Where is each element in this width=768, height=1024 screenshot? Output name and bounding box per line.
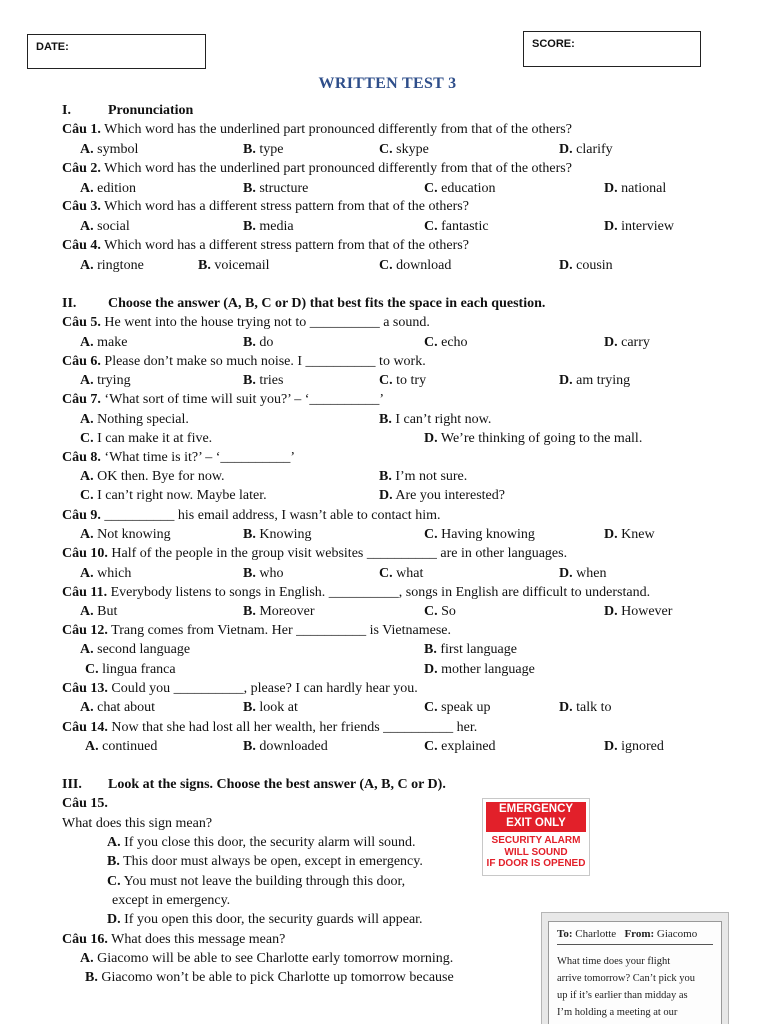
option-text: cousin bbox=[576, 258, 613, 273]
option-letter: B. bbox=[243, 566, 256, 581]
option-a[interactable] bbox=[80, 951, 453, 967]
question-6 bbox=[62, 354, 426, 370]
question-label: Câu 5. bbox=[62, 315, 101, 330]
option-b[interactable] bbox=[243, 700, 298, 716]
option-a[interactable] bbox=[80, 604, 117, 620]
option-text: But bbox=[97, 604, 118, 619]
option-letter: C. bbox=[379, 373, 393, 388]
option-letter: C. bbox=[424, 739, 438, 754]
option-a[interactable] bbox=[80, 181, 136, 197]
option-c[interactable] bbox=[424, 739, 496, 755]
option-letter: C. bbox=[85, 662, 99, 677]
option-letter: A. bbox=[80, 181, 94, 196]
option-b[interactable] bbox=[243, 142, 283, 158]
message-line: I’m holding a meeting at our bbox=[557, 1007, 678, 1018]
question-text: He went into the house trying not to __________ a sound. bbox=[100, 315, 430, 330]
option-c-continued: except in emergency. bbox=[112, 893, 231, 908]
message-line: up if it’s earlier than midday as bbox=[557, 990, 688, 1001]
question-3 bbox=[62, 199, 469, 215]
to-label: To: bbox=[557, 928, 573, 940]
option-a[interactable] bbox=[80, 142, 138, 158]
question-10 bbox=[62, 546, 567, 562]
option-b[interactable] bbox=[379, 469, 467, 485]
question-16 bbox=[62, 932, 285, 948]
option-c[interactable] bbox=[379, 566, 423, 582]
message-body bbox=[557, 953, 713, 1021]
option-letter: B. bbox=[243, 142, 256, 157]
question-text: ‘What sort of time will suit you?’ – ‘__________’ bbox=[100, 392, 385, 407]
option-d[interactable] bbox=[559, 566, 606, 582]
option-letter: A. bbox=[80, 258, 94, 273]
section-1-title: Pronunciation bbox=[108, 103, 194, 118]
option-b[interactable] bbox=[243, 739, 328, 755]
option-text: what bbox=[396, 566, 424, 581]
option-text: Knew bbox=[621, 527, 655, 542]
option-text: I can’t right now. Maybe later. bbox=[97, 488, 267, 503]
option-text: ignored bbox=[621, 739, 664, 754]
question-15-text: What does this sign mean? bbox=[62, 816, 213, 831]
emergency-exit-sign bbox=[482, 798, 590, 876]
option-letter: B. bbox=[85, 970, 98, 985]
option-text: However bbox=[621, 604, 673, 619]
option-c[interactable] bbox=[424, 335, 468, 351]
option-letter: C. bbox=[424, 219, 438, 234]
option-letter: B. bbox=[243, 335, 256, 350]
option-b[interactable] bbox=[243, 373, 283, 389]
option-c[interactable] bbox=[379, 258, 451, 274]
option-text: look at bbox=[259, 700, 298, 715]
option-text: first language bbox=[440, 642, 517, 657]
option-letter: C. bbox=[424, 335, 438, 350]
question-text: __________ his email address, I wasn’t able to contact him. bbox=[100, 508, 441, 523]
option-letter: B. bbox=[379, 412, 392, 427]
option-text: Giacomo will be able to see Charlotte early tomorrow morning. bbox=[97, 951, 454, 966]
option-text: when bbox=[576, 566, 607, 581]
sign-line: EXIT ONLY bbox=[506, 817, 566, 829]
option-c[interactable] bbox=[379, 373, 426, 389]
question-12 bbox=[62, 623, 451, 639]
page-title: WRITTEN TEST 3 bbox=[318, 75, 457, 92]
option-text: I can’t right now. bbox=[395, 412, 492, 427]
option-letter: B. bbox=[198, 258, 211, 273]
question-15-label bbox=[62, 796, 108, 812]
option-text: download bbox=[396, 258, 452, 273]
option-text: voicemail bbox=[214, 258, 270, 273]
option-letter: A. bbox=[80, 412, 94, 427]
option-c[interactable] bbox=[85, 662, 176, 678]
option-d[interactable] bbox=[604, 739, 664, 755]
option-letter: C. bbox=[424, 700, 438, 715]
option-letter: B. bbox=[243, 604, 256, 619]
option-text: If you close this door, the security alarm will sound. bbox=[124, 835, 416, 850]
option-text: tries bbox=[259, 373, 284, 388]
option-letter: A. bbox=[80, 142, 94, 157]
question-label: Câu 3. bbox=[62, 199, 101, 214]
option-text: trying bbox=[97, 373, 131, 388]
option-letter: D. bbox=[604, 219, 618, 234]
option-text: Moreover bbox=[259, 604, 315, 619]
question-label: Câu 6. bbox=[62, 354, 101, 369]
option-letter: C. bbox=[107, 874, 121, 889]
option-b[interactable] bbox=[424, 642, 517, 658]
option-c[interactable] bbox=[424, 181, 496, 197]
option-a[interactable] bbox=[80, 373, 131, 389]
option-letter: C. bbox=[424, 527, 438, 542]
option-text: Knowing bbox=[259, 527, 312, 542]
question-2 bbox=[62, 161, 572, 177]
option-c[interactable] bbox=[107, 874, 405, 890]
question-1 bbox=[62, 122, 572, 138]
option-letter: A. bbox=[80, 335, 94, 350]
option-text: social bbox=[97, 219, 130, 234]
option-text: edition bbox=[97, 181, 137, 196]
option-letter: D. bbox=[559, 373, 573, 388]
question-text: Which word has the underlined part pronounced differently from that of the others? bbox=[100, 122, 572, 137]
option-b[interactable] bbox=[243, 604, 315, 620]
option-letter: C. bbox=[424, 604, 438, 619]
question-4 bbox=[62, 238, 469, 254]
option-b[interactable] bbox=[107, 854, 423, 870]
question-5 bbox=[62, 315, 430, 331]
option-text: to try bbox=[396, 373, 427, 388]
option-a[interactable] bbox=[80, 469, 225, 485]
option-text: structure bbox=[259, 181, 309, 196]
option-letter: A. bbox=[80, 566, 94, 581]
option-a[interactable] bbox=[80, 335, 127, 351]
option-letter: D. bbox=[559, 258, 573, 273]
option-c[interactable] bbox=[379, 142, 429, 158]
option-a[interactable] bbox=[80, 412, 189, 428]
section-2-number: II. bbox=[62, 296, 77, 311]
section-2-heading bbox=[62, 296, 545, 312]
question-label: Câu 2. bbox=[62, 161, 101, 176]
option-c[interactable] bbox=[424, 527, 535, 543]
sign-line: SECURITY ALARM bbox=[491, 835, 581, 846]
option-letter: B. bbox=[243, 219, 256, 234]
question-text: Which word has the underlined part pronounced differently from that of the others? bbox=[100, 161, 572, 176]
question-label: Câu 8. bbox=[62, 450, 101, 465]
option-text: talk to bbox=[576, 700, 612, 715]
option-text: We’re thinking of going to the mall. bbox=[440, 431, 643, 446]
message-line: What time does your flight bbox=[557, 956, 671, 967]
option-letter: A. bbox=[80, 527, 94, 542]
question-text: Everybody listens to songs in English. __________, songs in English are difficult to understand. bbox=[107, 585, 651, 600]
option-letter: D. bbox=[604, 335, 618, 350]
option-a[interactable] bbox=[80, 642, 190, 658]
option-b[interactable] bbox=[243, 527, 311, 543]
option-c[interactable] bbox=[80, 488, 267, 504]
score-box bbox=[523, 31, 701, 67]
question-9 bbox=[62, 508, 440, 524]
question-14 bbox=[62, 720, 477, 736]
sign-header bbox=[486, 802, 586, 832]
section-3-number: III. bbox=[62, 777, 82, 792]
option-letter: D. bbox=[604, 604, 618, 619]
option-text: explained bbox=[441, 739, 496, 754]
question-text: Half of the people in the group visit websites __________ are in other languages. bbox=[107, 546, 568, 561]
option-letter: A. bbox=[80, 700, 94, 715]
option-text: OK then. Bye for now. bbox=[97, 469, 225, 484]
option-text: Not knowing bbox=[97, 527, 171, 542]
option-letter: A. bbox=[80, 604, 94, 619]
score-label: SCORE: bbox=[532, 38, 575, 50]
option-text: who bbox=[259, 566, 284, 581]
question-text: Trang comes from Vietnam. Her __________ is Vietnamese. bbox=[107, 623, 451, 638]
option-text: Are you interested? bbox=[395, 488, 505, 503]
option-letter: B. bbox=[243, 181, 256, 196]
option-text: do bbox=[259, 335, 274, 350]
section-3-title: Look at the signs. Choose the best answer (A, B, C or D). bbox=[108, 777, 446, 792]
question-text: Which word has a different stress pattern from that of the others? bbox=[100, 199, 469, 214]
option-text: So bbox=[441, 604, 456, 619]
question-label: Câu 9. bbox=[62, 508, 101, 523]
option-letter: A. bbox=[80, 951, 94, 966]
option-c[interactable] bbox=[80, 431, 212, 447]
option-text: downloaded bbox=[259, 739, 328, 754]
question-text: Please don’t make so much noise. I __________ to work. bbox=[100, 354, 426, 369]
question-label: Câu 11. bbox=[62, 585, 108, 600]
sign-line: WILL SOUND bbox=[504, 846, 568, 858]
option-a[interactable] bbox=[80, 700, 155, 716]
option-b[interactable] bbox=[243, 566, 283, 582]
option-d[interactable] bbox=[424, 662, 535, 678]
option-text: echo bbox=[441, 335, 468, 350]
option-text: If you open this door, the security guards will appear. bbox=[124, 912, 423, 927]
option-letter: D. bbox=[559, 566, 573, 581]
question-label: Câu 7. bbox=[62, 392, 101, 407]
section-1-number: I. bbox=[62, 103, 71, 118]
option-letter: D. bbox=[107, 912, 121, 927]
to-value: Charlotte bbox=[575, 928, 617, 940]
question-label: Câu 13. bbox=[62, 681, 108, 696]
option-text: clarify bbox=[576, 142, 613, 157]
option-letter: C. bbox=[80, 431, 94, 446]
option-a[interactable] bbox=[80, 219, 130, 235]
section-3-heading bbox=[62, 777, 446, 793]
option-letter: A. bbox=[85, 739, 99, 754]
question-label: Câu 4. bbox=[62, 238, 101, 253]
option-c[interactable] bbox=[424, 700, 491, 716]
message-header bbox=[557, 928, 713, 945]
option-text: You must not leave the building through this door, bbox=[123, 874, 406, 889]
date-box bbox=[27, 34, 206, 69]
option-c[interactable] bbox=[424, 604, 456, 620]
option-a[interactable] bbox=[107, 835, 416, 851]
option-text: carry bbox=[621, 335, 650, 350]
question-7 bbox=[62, 392, 384, 408]
message-line: arrive tomorrow? Can’t pick you bbox=[557, 973, 696, 984]
option-letter: B. bbox=[243, 700, 256, 715]
option-letter: A. bbox=[80, 642, 94, 657]
message-note bbox=[541, 912, 729, 1024]
option-b[interactable] bbox=[85, 970, 454, 986]
option-a[interactable] bbox=[80, 258, 144, 274]
option-text: symbol bbox=[97, 142, 139, 157]
option-text: which bbox=[97, 566, 132, 581]
option-letter: C. bbox=[424, 181, 438, 196]
option-letter: D. bbox=[424, 662, 438, 677]
option-d[interactable] bbox=[604, 219, 674, 235]
option-text: media bbox=[259, 219, 294, 234]
sign-line: EMERGENCY bbox=[498, 803, 574, 815]
option-letter: C. bbox=[379, 566, 393, 581]
option-d[interactable] bbox=[559, 700, 612, 716]
sign-warning bbox=[486, 835, 586, 870]
option-letter: A. bbox=[80, 219, 94, 234]
option-text: lingua franca bbox=[102, 662, 176, 677]
option-letter: B. bbox=[379, 469, 392, 484]
question-label: Câu 15. bbox=[62, 796, 108, 811]
section-2-title: Choose the answer (A, B, C or D) that best fits the space in each question. bbox=[108, 296, 546, 311]
option-text: Giacomo won’t be able to pick Charlotte up tomorrow because bbox=[101, 970, 454, 985]
option-c[interactable] bbox=[424, 219, 489, 235]
option-d[interactable] bbox=[559, 258, 613, 274]
option-b[interactable] bbox=[243, 335, 273, 351]
question-label: Câu 16. bbox=[62, 932, 108, 947]
option-letter: C. bbox=[379, 258, 393, 273]
option-d[interactable] bbox=[604, 604, 672, 620]
option-letter: D. bbox=[559, 142, 573, 157]
option-letter: B. bbox=[243, 527, 256, 542]
option-text: continued bbox=[102, 739, 158, 754]
option-letter: B. bbox=[243, 373, 256, 388]
option-letter: D. bbox=[559, 700, 573, 715]
option-d[interactable] bbox=[424, 431, 642, 447]
question-text: What does this message mean? bbox=[107, 932, 286, 947]
sign-line: IF DOOR IS OPENED bbox=[486, 858, 586, 869]
option-d[interactable] bbox=[379, 488, 505, 504]
option-text: speak up bbox=[441, 700, 491, 715]
option-letter: D. bbox=[604, 739, 618, 754]
option-d[interactable] bbox=[604, 527, 655, 543]
option-letter: D. bbox=[379, 488, 393, 503]
option-letter: C. bbox=[379, 142, 393, 157]
question-text: ‘What time is it?’ – ‘__________’ bbox=[100, 450, 296, 465]
option-text: Having knowing bbox=[441, 527, 535, 542]
option-a[interactable] bbox=[80, 566, 131, 582]
option-b[interactable] bbox=[243, 181, 308, 197]
option-letter: B. bbox=[107, 854, 120, 869]
option-text: second language bbox=[97, 642, 191, 657]
option-d[interactable] bbox=[559, 373, 630, 389]
question-text: Which word has a different stress pattern from that of the others? bbox=[100, 238, 469, 253]
option-a[interactable] bbox=[85, 739, 157, 755]
option-letter: B. bbox=[243, 739, 256, 754]
section-1-heading bbox=[62, 103, 193, 119]
question-13 bbox=[62, 681, 418, 697]
date-label: DATE: bbox=[36, 41, 69, 53]
question-8 bbox=[62, 450, 295, 466]
question-label: Câu 12. bbox=[62, 623, 108, 638]
question-text: Now that she had lost all her wealth, her friends __________ her. bbox=[107, 720, 478, 735]
option-d[interactable] bbox=[107, 912, 423, 928]
question-text: Could you __________, please? I can hardly hear you. bbox=[107, 681, 418, 696]
option-text: national bbox=[621, 181, 667, 196]
option-text: I’m not sure. bbox=[395, 469, 468, 484]
option-d[interactable] bbox=[604, 181, 666, 197]
question-11 bbox=[62, 585, 650, 601]
option-text: type bbox=[259, 142, 284, 157]
option-letter: A. bbox=[107, 835, 121, 850]
option-b[interactable] bbox=[243, 219, 294, 235]
option-text: am trying bbox=[576, 373, 631, 388]
option-text: education bbox=[441, 181, 496, 196]
option-text: ringtone bbox=[97, 258, 144, 273]
option-b[interactable] bbox=[379, 412, 491, 428]
option-letter: D. bbox=[424, 431, 438, 446]
option-letter: B. bbox=[424, 642, 437, 657]
option-text: fantastic bbox=[441, 219, 489, 234]
option-text: Nothing special. bbox=[97, 412, 189, 427]
question-label: Câu 14. bbox=[62, 720, 108, 735]
option-text: mother language bbox=[441, 662, 535, 677]
from-label: From: bbox=[624, 928, 655, 940]
option-d[interactable] bbox=[604, 335, 650, 351]
option-letter: D. bbox=[604, 181, 618, 196]
option-text: interview bbox=[621, 219, 674, 234]
option-a[interactable] bbox=[80, 527, 171, 543]
question-label: Câu 1. bbox=[62, 122, 101, 137]
option-letter: D. bbox=[604, 527, 618, 542]
option-b[interactable] bbox=[198, 258, 270, 274]
option-letter: A. bbox=[80, 469, 94, 484]
message-note-paper bbox=[548, 921, 722, 1024]
option-d[interactable] bbox=[559, 142, 613, 158]
from-value: Giacomo bbox=[656, 928, 698, 940]
question-label: Câu 10. bbox=[62, 546, 108, 561]
option-letter: A. bbox=[80, 373, 94, 388]
option-text: I can make it at five. bbox=[97, 431, 213, 446]
option-text: This door must always be open, except in emergency. bbox=[123, 854, 423, 869]
option-letter: C. bbox=[80, 488, 94, 503]
option-text: chat about bbox=[97, 700, 156, 715]
option-text: skype bbox=[396, 142, 429, 157]
option-text: make bbox=[97, 335, 128, 350]
